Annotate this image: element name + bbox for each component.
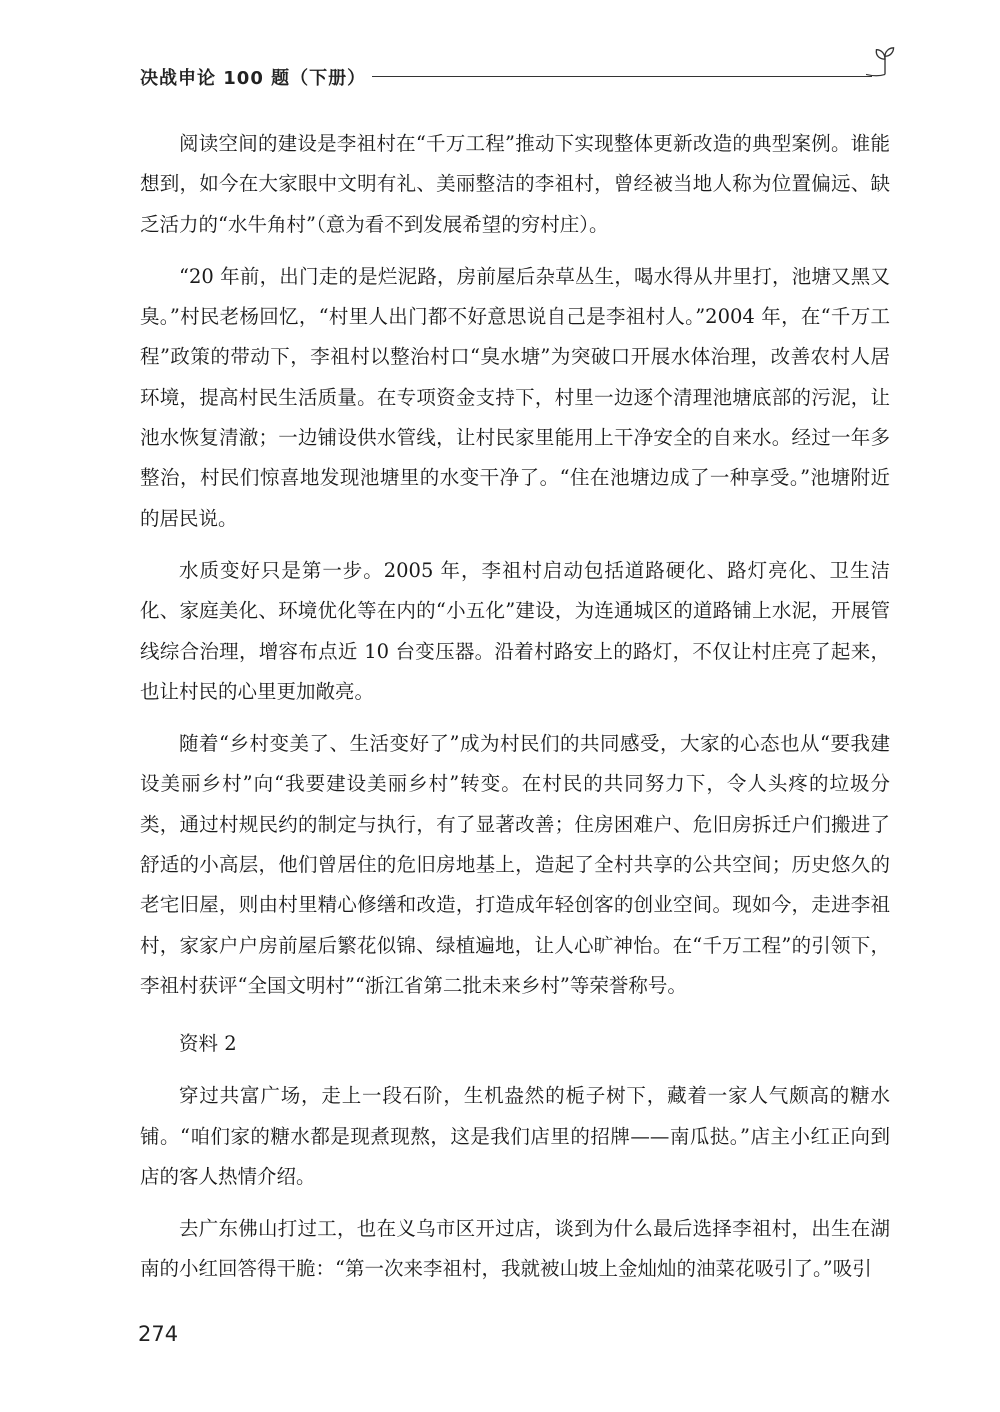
- page-body: [140, 124, 890, 1290]
- paragraph: 穿过共富广场，走上一段石阶，生机盎然的栀子树下，藏着一家人气颇高的糖水铺。“咱们家的糖水都是现煮现熬，这是我们店里的招牌——南瓜挞。”店主小红正向到店的客人热情介绍。: [140, 1084, 890, 1188]
- book-title: 决战申论 100 题（下册）: [140, 68, 367, 89]
- running-header: [140, 58, 900, 98]
- header-rule: [372, 76, 872, 77]
- paragraph: 阅读空间的建设是李祖村在“千万工程”推动下实现整体更新改造的典型案例。谁能想到，如今在大家眼中文明有礼、美丽整洁的李祖村，曾经被当地人称为位置偏远、缺乏活力的“水牛角村”（意为看不到发展希望的穷村庄）。: [140, 132, 890, 236]
- paragraph: 去广东佛山打过工，也在义乌市区开过店，谈到为什么最后选择李祖村，出生在湖南的小红回答得干脆：“第一次来李祖村，我就被山坡上金灿灿的油菜花吸引了。”吸引: [140, 1217, 890, 1281]
- sprout-icon: [866, 44, 904, 82]
- paragraph: 水质变好只是第一步。2005 年，李祖村启动包括道路硬化、路灯亮化、卫生洁化、家庭美化、环境优化等在内的“小五化”建设，为连通城区的道路铺上水泥，开展管线综合治理，增容布点近 10 台变压器。沿着村路安上的路灯，不仅让村庄亮了起来，也让村民的心里更加敞亮。: [140, 558, 890, 703]
- paragraph: “20 年前，出门走的是烂泥路，房前屋后杂草丛生，喝水得从井里打，池塘又黑又臭。”村民老杨回忆，“村里人出门都不好意思说自己是李祖村人。”2004 年，在“千万工程”政策的带动下，李祖村以整治村口“臭水塘”为突破口开展水体治理，改善农村人居环境，提高村民生活质量。在专项资金支持下，村里一边逐个清理池塘底部的污泥，让池水恢复清澈；一边铺设供水管线，让村民家里能用上干净安全的自来水。经过一年多整治，村民们惊喜地发现池塘里的水变干净了。“住在池塘边成了一种享受。”池塘附近的居民说。: [140, 264, 890, 530]
- page-number: 274: [138, 1322, 179, 1346]
- section-label: 资料 2: [179, 1032, 237, 1056]
- paragraph: 随着“乡村变美了、生活变好了”成为村民们的共同感受，大家的心态也从“要我建设美丽乡村”向“我要建设美丽乡村”转变。在村民的共同努力下，令人头疼的垃圾分类，通过村规民约的制定与执行，有了显著改善；住房困难户、危旧房拆迁户们搬进了舒适的小高层，他们曾居住的危旧房地基上，造起了全村共享的公共空间；历史悠久的老宅旧屋，则由村里精心修缮和改造，打造成年轻创客的创业空间。现如今，走进李祖村，家家户户房前屋后繁花似锦、绿植遍地，让人心旷神怡。在“千万工程”的引领下，李祖村获评“全国文明村”“浙江省第二批未来乡村”等荣誉称号。: [140, 732, 890, 997]
